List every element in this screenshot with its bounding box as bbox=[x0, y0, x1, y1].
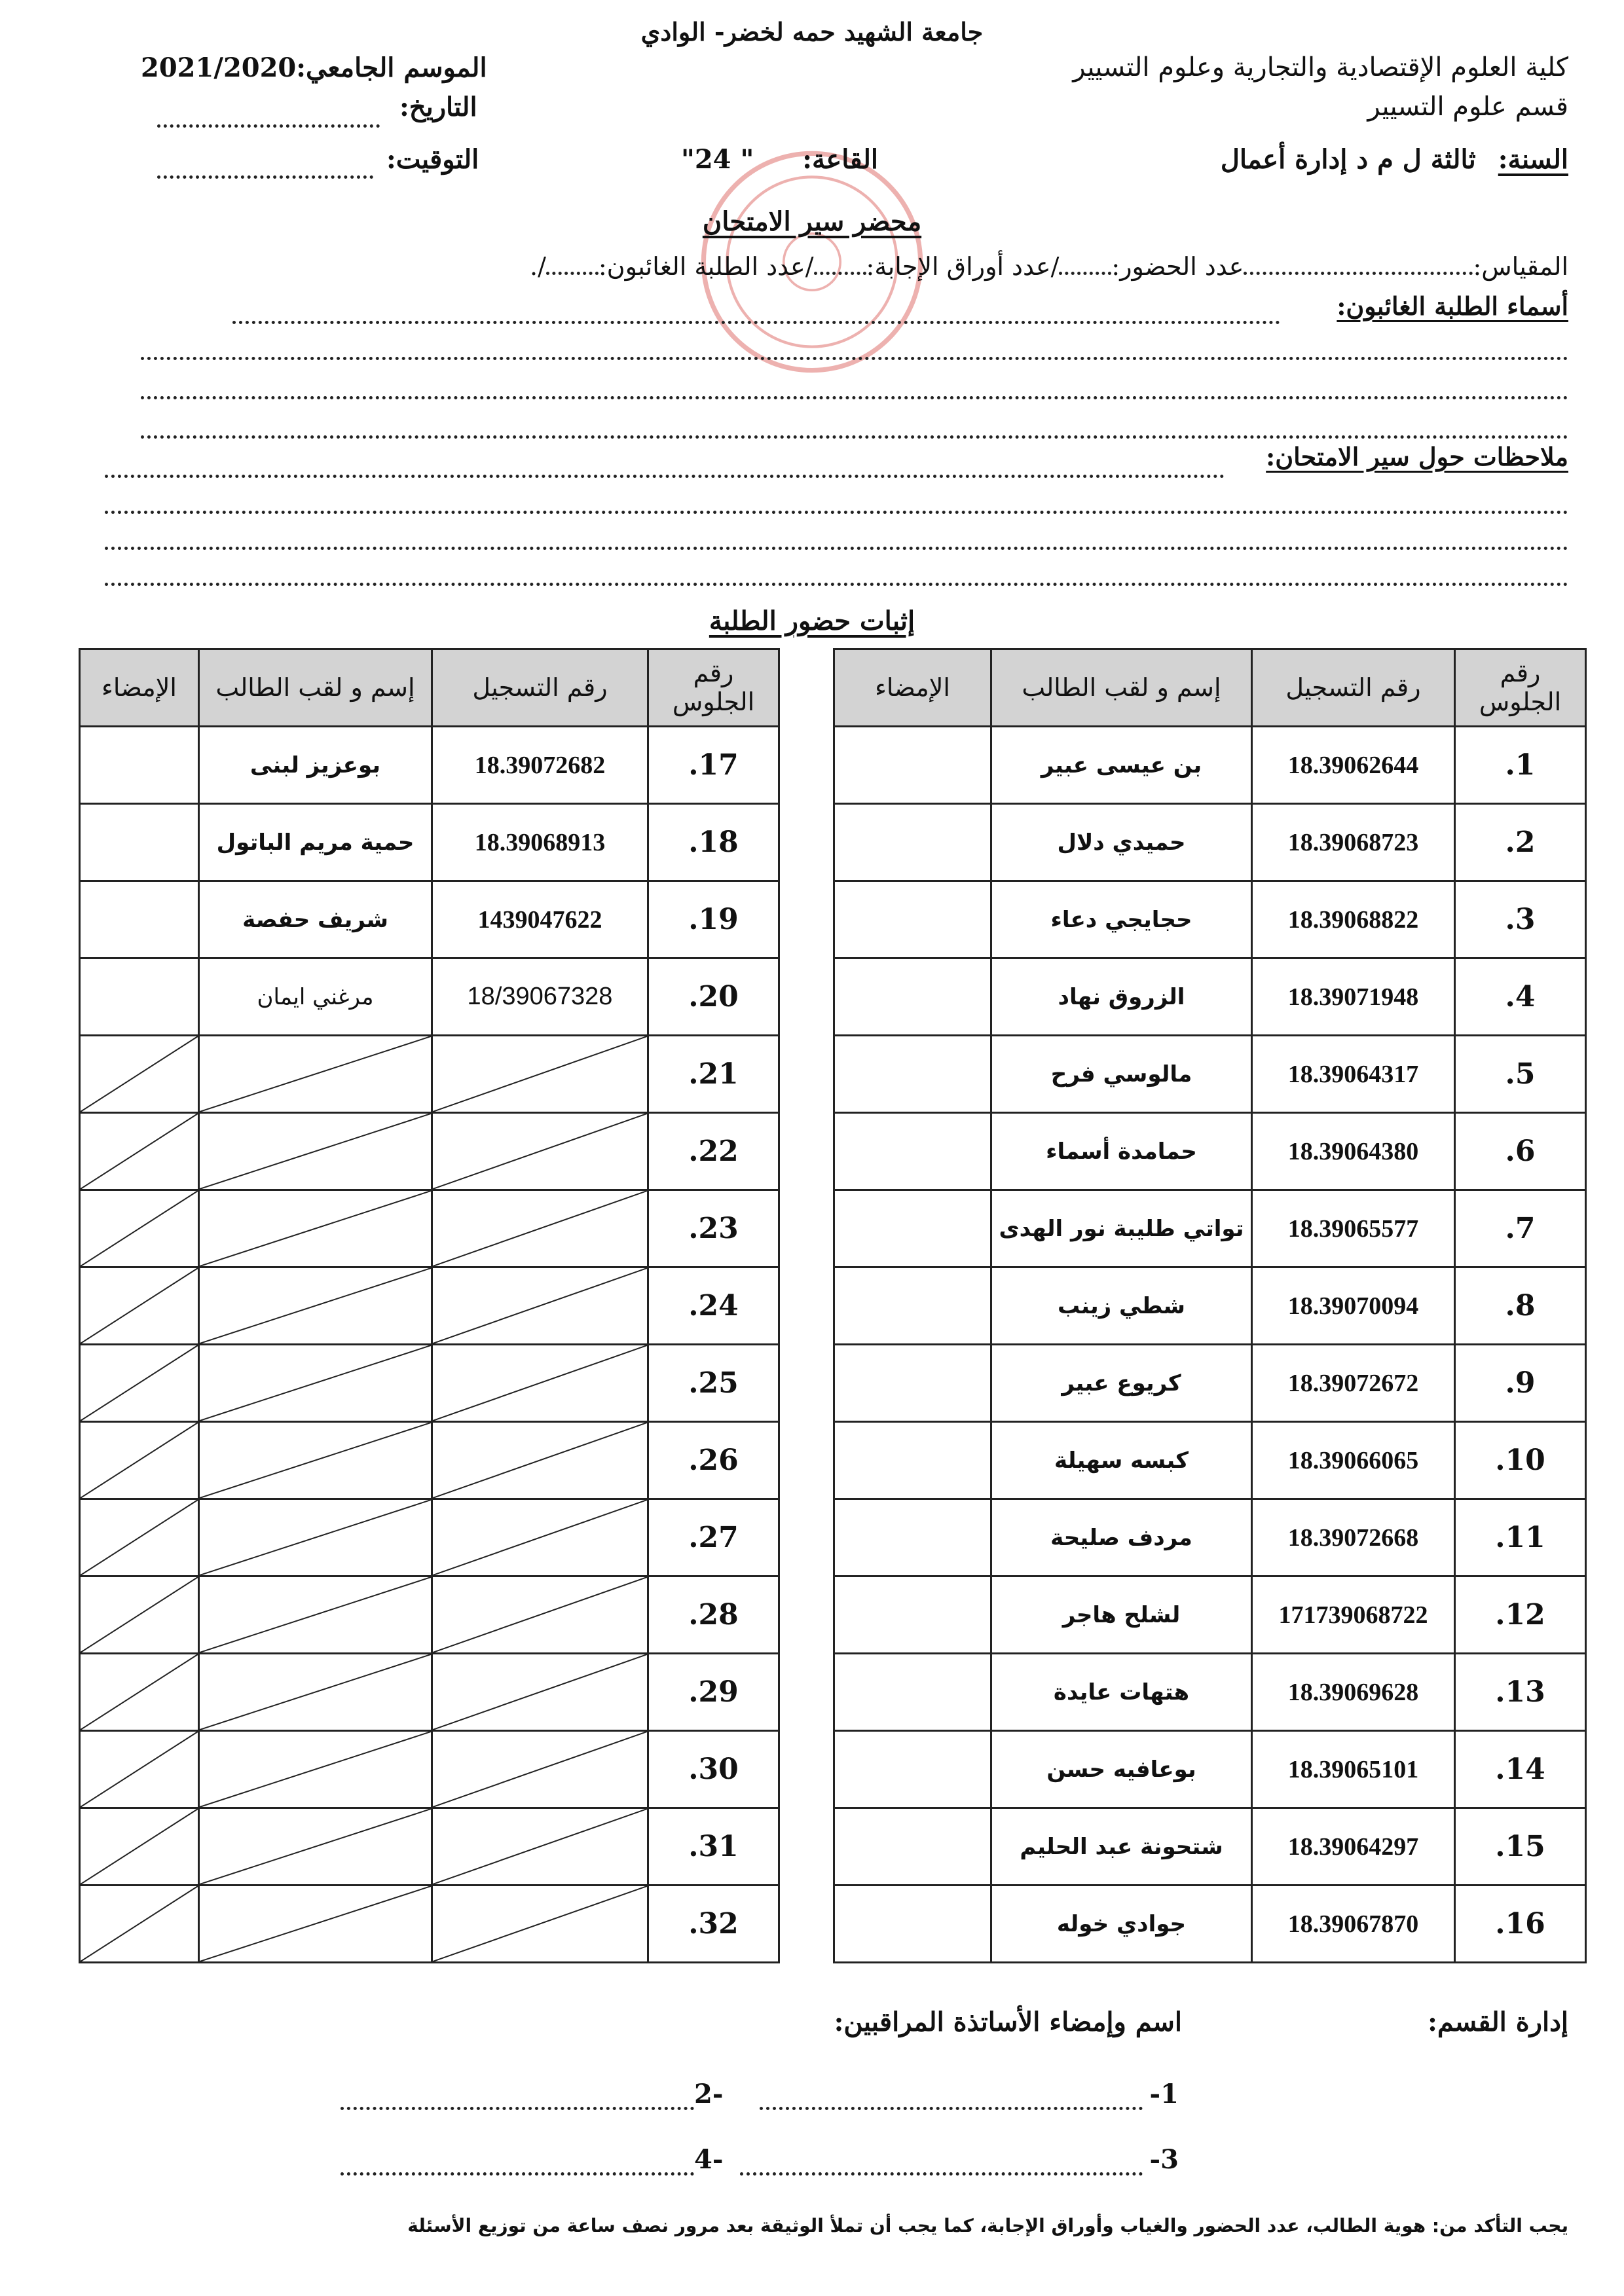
signature-cell[interactable] bbox=[80, 1654, 199, 1731]
strike-through-line bbox=[200, 1809, 431, 1884]
registration-cell: 18.39072668 bbox=[1252, 1499, 1455, 1576]
counts-line bbox=[530, 252, 1568, 281]
student-name-cell bbox=[199, 1731, 432, 1808]
strike-through-line bbox=[433, 1809, 647, 1884]
time-label: التوقيت: bbox=[386, 144, 479, 175]
supervisor-1-label: 1- bbox=[1149, 2079, 1179, 2109]
strike-through-line bbox=[433, 1886, 647, 1961]
supervisor-1-field[interactable] bbox=[760, 2107, 1143, 2110]
seat-number-cell: 31. bbox=[648, 1808, 779, 1886]
student-name-cell bbox=[199, 1576, 432, 1654]
strike-through-line bbox=[81, 1732, 198, 1807]
student-name-cell: حمية مريم الباتول bbox=[199, 804, 432, 881]
student-name-cell: شطي زينب bbox=[991, 1267, 1252, 1345]
attendance-count-field[interactable] bbox=[1059, 272, 1111, 275]
strike-through-line bbox=[433, 1345, 647, 1421]
signature-cell[interactable] bbox=[834, 727, 991, 804]
seat-number-cell: 3. bbox=[1455, 881, 1586, 958]
seat-number-cell: 28. bbox=[648, 1576, 779, 1654]
absent-names-line-1[interactable] bbox=[232, 321, 1280, 324]
year-line bbox=[1221, 144, 1568, 175]
table-row bbox=[834, 1036, 1586, 1113]
signature-cell[interactable] bbox=[80, 1886, 199, 1963]
signature-cell[interactable] bbox=[834, 1267, 991, 1345]
signature-cell[interactable] bbox=[80, 1499, 199, 1576]
signature-cell[interactable] bbox=[834, 881, 991, 958]
supervisors-label: اسم وإمضاء الأساتذة المراقبين: bbox=[834, 2007, 1182, 2037]
registration-cell: 18/39067328 bbox=[432, 958, 648, 1036]
strike-through-line bbox=[433, 1423, 647, 1498]
table-row bbox=[834, 1422, 1586, 1499]
supervisor-2-label: -2 bbox=[694, 2079, 724, 2109]
student-name-cell bbox=[199, 1036, 432, 1113]
seat-number-cell: 14. bbox=[1455, 1731, 1586, 1808]
signature-cell[interactable] bbox=[834, 1576, 991, 1654]
supervisor-4-field[interactable] bbox=[341, 2172, 694, 2176]
strike-through-line bbox=[81, 1114, 198, 1189]
registration-cell: 18.39070094 bbox=[1252, 1267, 1455, 1345]
student-name-cell bbox=[199, 1499, 432, 1576]
student-name-cell: لشلح هاجر bbox=[991, 1576, 1252, 1654]
strike-through-line bbox=[433, 1500, 647, 1575]
seat-number-cell: 23. bbox=[648, 1190, 779, 1267]
supervisor-3-label: 3- bbox=[1149, 2144, 1179, 2175]
date-field[interactable] bbox=[157, 124, 380, 128]
col-header-seat: رقم الجلوس bbox=[648, 649, 779, 727]
strike-through-line bbox=[81, 1345, 198, 1421]
attendance-count-label: عدد الحضور: bbox=[1111, 252, 1244, 281]
strike-through-line bbox=[433, 1191, 647, 1266]
strike-through-line bbox=[81, 1809, 198, 1884]
table-header-row bbox=[834, 649, 1586, 727]
strike-through-line bbox=[200, 1423, 431, 1498]
attendance-title: إثبات حضور الطلبة bbox=[709, 606, 915, 636]
table-row bbox=[834, 1113, 1586, 1190]
registration-cell bbox=[432, 1731, 648, 1808]
signature-cell[interactable] bbox=[834, 958, 991, 1036]
registration-cell: 18.39064297 bbox=[1252, 1808, 1455, 1886]
absent-names-line-3[interactable] bbox=[141, 396, 1568, 399]
registration-cell: 18.39066065 bbox=[1252, 1422, 1455, 1499]
registration-cell: 18.39071948 bbox=[1252, 958, 1455, 1036]
table-row bbox=[834, 1886, 1586, 1963]
seat-number-cell: 12. bbox=[1455, 1576, 1586, 1654]
year-label: السنة: bbox=[1498, 144, 1568, 175]
seat-number-cell: 26. bbox=[648, 1422, 779, 1499]
seat-number-cell: 9. bbox=[1455, 1345, 1586, 1422]
registration-cell bbox=[432, 1499, 648, 1576]
seat-number-cell: 27. bbox=[648, 1499, 779, 1576]
col-header-registration: رقم التسجيل bbox=[1252, 649, 1455, 727]
table-row bbox=[80, 1499, 779, 1576]
student-name-cell bbox=[199, 1190, 432, 1267]
strike-through-line bbox=[200, 1268, 431, 1343]
student-name-cell: بوعزيز لبنى bbox=[199, 727, 432, 804]
table-row bbox=[80, 958, 779, 1036]
module-field[interactable] bbox=[1244, 272, 1473, 275]
student-name-cell: كبسه سهيلة bbox=[991, 1422, 1252, 1499]
signature-cell[interactable] bbox=[80, 1576, 199, 1654]
report-title: محضر سير الامتحان bbox=[702, 206, 922, 237]
registration-cell: 1439047622 bbox=[432, 881, 648, 958]
absent-names-line-2[interactable] bbox=[141, 357, 1568, 360]
signature-cell[interactable] bbox=[834, 1345, 991, 1422]
signature-cell[interactable] bbox=[80, 804, 199, 881]
student-name-cell bbox=[199, 1886, 432, 1963]
strike-through-line bbox=[433, 1577, 647, 1652]
strike-through-line bbox=[433, 1114, 647, 1189]
seat-number-cell: 29. bbox=[648, 1654, 779, 1731]
signature-cell[interactable] bbox=[80, 1422, 199, 1499]
student-name-cell bbox=[199, 1422, 432, 1499]
registration-cell bbox=[432, 1036, 648, 1113]
table-row bbox=[834, 1190, 1586, 1267]
student-name-cell: مردف صليحة bbox=[991, 1499, 1252, 1576]
season-value: 2021/2020 bbox=[141, 52, 297, 83]
registration-cell bbox=[432, 1886, 648, 1963]
supervisor-2-field[interactable] bbox=[341, 2107, 694, 2110]
registration-cell bbox=[432, 1267, 648, 1345]
absent-names-line-4[interactable] bbox=[141, 435, 1568, 439]
student-name-cell bbox=[199, 1808, 432, 1886]
signature-cell[interactable] bbox=[80, 727, 199, 804]
seat-number-cell: 16. bbox=[1455, 1886, 1586, 1963]
answer-sheets-label: /عدد أوراق الإجابة: bbox=[866, 252, 1060, 281]
answer-sheets-field[interactable] bbox=[814, 272, 866, 275]
absent-names-label: أسماء الطلبة الغائبون: bbox=[1337, 291, 1568, 321]
strike-through-line bbox=[433, 1268, 647, 1343]
registration-cell bbox=[432, 1808, 648, 1886]
student-name-cell: بوعافيه حسن bbox=[991, 1731, 1252, 1808]
registration-cell bbox=[432, 1654, 648, 1731]
seat-number-cell: 15. bbox=[1455, 1808, 1586, 1886]
table-row bbox=[80, 1808, 779, 1886]
signature-cell[interactable] bbox=[834, 1113, 991, 1190]
student-name-cell bbox=[199, 1267, 432, 1345]
student-name-cell bbox=[199, 1113, 432, 1190]
absent-count-label: /عدد الطلبة الغائبون: bbox=[598, 252, 814, 281]
col-header-student-name: إسم و لقب الطالب bbox=[991, 649, 1252, 727]
strike-through-line bbox=[200, 1036, 431, 1112]
table-row bbox=[80, 1886, 779, 1963]
signature-cell[interactable] bbox=[80, 1731, 199, 1808]
table-row bbox=[80, 1654, 779, 1731]
signature-cell[interactable] bbox=[834, 1499, 991, 1576]
table-row bbox=[80, 727, 779, 804]
department-name: قسم علوم التسيير bbox=[1367, 92, 1568, 122]
signature-cell[interactable] bbox=[80, 1036, 199, 1113]
student-name-cell: جوادي خوله bbox=[991, 1886, 1252, 1963]
registration-cell: 18.39065577 bbox=[1252, 1190, 1455, 1267]
signature-cell[interactable] bbox=[834, 1886, 991, 1963]
registration-cell: 18.39069628 bbox=[1252, 1654, 1455, 1731]
registration-cell bbox=[432, 1113, 648, 1190]
student-name-cell: مرغني ايمان bbox=[199, 958, 432, 1036]
signature-cell[interactable] bbox=[834, 1036, 991, 1113]
seat-number-cell: 11. bbox=[1455, 1499, 1586, 1576]
strike-through-line bbox=[81, 1191, 198, 1266]
module-label: المقياس: bbox=[1473, 252, 1568, 281]
absent-count-field[interactable] bbox=[546, 272, 599, 275]
strike-through-line bbox=[200, 1886, 431, 1961]
strike-through-line bbox=[200, 1732, 431, 1807]
season-label: الموسم الجامعي: bbox=[296, 52, 487, 83]
signature-cell[interactable] bbox=[80, 881, 199, 958]
registration-cell: 18.39064317 bbox=[1252, 1036, 1455, 1113]
table-row bbox=[834, 881, 1586, 958]
table-row bbox=[80, 1345, 779, 1422]
table-row bbox=[834, 1267, 1586, 1345]
strike-through-line bbox=[433, 1654, 647, 1730]
student-name-cell: مالوسي فرح bbox=[991, 1036, 1252, 1113]
registration-cell: 18.39064380 bbox=[1252, 1113, 1455, 1190]
signature-cell[interactable] bbox=[80, 1808, 199, 1886]
student-name-cell: حجايجي دعاء bbox=[991, 881, 1252, 958]
student-name-cell: شتحونة عبد الحليم bbox=[991, 1808, 1252, 1886]
strike-through-line bbox=[200, 1577, 431, 1652]
notes-line-1[interactable] bbox=[105, 475, 1225, 478]
table-row bbox=[834, 1808, 1586, 1886]
strike-through-line bbox=[81, 1268, 198, 1343]
registration-cell: 18.39068822 bbox=[1252, 881, 1455, 958]
table-row bbox=[834, 804, 1586, 881]
notes-line-2[interactable] bbox=[105, 511, 1568, 514]
date-label: التاريخ: bbox=[399, 92, 477, 122]
seat-number-cell: 10. bbox=[1455, 1422, 1586, 1499]
strike-through-line bbox=[200, 1654, 431, 1730]
strike-through-line bbox=[200, 1114, 431, 1189]
seat-number-cell: 21. bbox=[648, 1036, 779, 1113]
registration-cell: 18.39072672 bbox=[1252, 1345, 1455, 1422]
notes-label: ملاحظات حول سير الامتحان: bbox=[1266, 442, 1568, 471]
student-name-cell bbox=[199, 1654, 432, 1731]
seat-number-cell: 30. bbox=[648, 1731, 779, 1808]
signature-cell[interactable] bbox=[80, 1190, 199, 1267]
registration-cell: 18.39062644 bbox=[1252, 727, 1455, 804]
signature-cell[interactable] bbox=[834, 804, 991, 881]
strike-through-line bbox=[433, 1732, 647, 1807]
signature-cell[interactable] bbox=[80, 1267, 199, 1345]
registration-cell: 18.39072682 bbox=[432, 727, 648, 804]
student-name-cell: الزروق نهاد bbox=[991, 958, 1252, 1036]
registration-cell bbox=[432, 1190, 648, 1267]
seat-number-cell: 6. bbox=[1455, 1113, 1586, 1190]
signature-cell[interactable] bbox=[834, 1422, 991, 1499]
seat-number-cell: 13. bbox=[1455, 1654, 1586, 1731]
seat-number-cell: 17. bbox=[648, 727, 779, 804]
strike-through-line bbox=[200, 1500, 431, 1575]
student-name-cell bbox=[199, 1345, 432, 1422]
col-header-student-name: إسم و لقب الطالب bbox=[199, 649, 432, 727]
seat-number-cell: 25. bbox=[648, 1345, 779, 1422]
seat-number-cell: 1. bbox=[1455, 727, 1586, 804]
notes-line-3[interactable] bbox=[105, 547, 1568, 550]
student-name-cell: تواتي طليبة نور الهدى bbox=[991, 1190, 1252, 1267]
strike-through-line bbox=[81, 1500, 198, 1575]
table-row bbox=[834, 1499, 1586, 1576]
col-header-registration: رقم التسجيل bbox=[432, 649, 648, 727]
registration-cell: 171739068722 bbox=[1252, 1576, 1455, 1654]
table-header-row bbox=[80, 649, 779, 727]
signature-cell[interactable] bbox=[834, 1808, 991, 1886]
registration-cell: 18.39067870 bbox=[1252, 1886, 1455, 1963]
strike-through-line bbox=[433, 1036, 647, 1112]
student-name-cell: بن عيسى عبير bbox=[991, 727, 1252, 804]
hall-line bbox=[681, 144, 878, 175]
student-name-cell: هتهات عايدة bbox=[991, 1654, 1252, 1731]
absent-end: /. bbox=[529, 252, 546, 281]
attendance-table-left bbox=[79, 648, 780, 1963]
seat-number-cell: 18. bbox=[648, 804, 779, 881]
supervisor-3-field[interactable] bbox=[740, 2172, 1143, 2176]
notes-line-4[interactable] bbox=[105, 583, 1568, 586]
seat-number-cell: 5. bbox=[1455, 1036, 1586, 1113]
strike-through-line bbox=[81, 1423, 198, 1498]
strike-through-line bbox=[200, 1345, 431, 1421]
seat-number-cell: 7. bbox=[1455, 1190, 1586, 1267]
col-header-signature: الإمضاء bbox=[834, 649, 991, 727]
registration-cell bbox=[432, 1422, 648, 1499]
table-row bbox=[80, 1422, 779, 1499]
faculty-name: كلية العلوم الإقتصادية والتجارية وعلوم التسيير bbox=[1073, 52, 1568, 82]
seat-number-cell: 32. bbox=[648, 1886, 779, 1963]
signature-cell[interactable] bbox=[80, 958, 199, 1036]
seat-number-cell: 22. bbox=[648, 1113, 779, 1190]
registration-cell: 18.39065101 bbox=[1252, 1731, 1455, 1808]
seat-number-cell: 2. bbox=[1455, 804, 1586, 881]
table-row bbox=[80, 1731, 779, 1808]
student-name-cell: شريف حفصة bbox=[199, 881, 432, 958]
student-name-cell: كريوع عبير bbox=[991, 1345, 1252, 1422]
table-row bbox=[80, 1576, 779, 1654]
signature-cell[interactable] bbox=[834, 1190, 991, 1267]
supervisor-4-label: -4 bbox=[694, 2144, 724, 2175]
strike-through-line bbox=[81, 1886, 198, 1961]
hall-label: القاعة: bbox=[802, 144, 879, 175]
seat-number-cell: 8. bbox=[1455, 1267, 1586, 1345]
strike-through-line bbox=[200, 1191, 431, 1266]
registration-cell: 18.39068723 bbox=[1252, 804, 1455, 881]
table-row bbox=[834, 1345, 1586, 1422]
hall-value: " 24" bbox=[681, 144, 754, 175]
table-row bbox=[80, 1190, 779, 1267]
table-row bbox=[80, 881, 779, 958]
signature-cell[interactable] bbox=[80, 1113, 199, 1190]
seat-number-cell: 24. bbox=[648, 1267, 779, 1345]
signature-cell[interactable] bbox=[834, 1654, 991, 1731]
student-name-cell: حمامدة أسماء bbox=[991, 1113, 1252, 1190]
table-row bbox=[80, 1267, 779, 1345]
seat-number-cell: 4. bbox=[1455, 958, 1586, 1036]
table-row bbox=[80, 1113, 779, 1190]
col-header-seat: رقم الجلوس bbox=[1455, 649, 1586, 727]
dept-admin-label: إدارة القسم: bbox=[1428, 2007, 1568, 2037]
table-row bbox=[834, 1731, 1586, 1808]
strike-through-line bbox=[81, 1577, 198, 1652]
table-row bbox=[834, 1654, 1586, 1731]
table-row bbox=[80, 1036, 779, 1113]
seat-number-cell: 19. bbox=[648, 881, 779, 958]
table-row bbox=[834, 958, 1586, 1036]
strike-through-line bbox=[81, 1036, 198, 1112]
registration-cell bbox=[432, 1576, 648, 1654]
student-name-cell: حميدي دلال bbox=[991, 804, 1252, 881]
signature-cell[interactable] bbox=[80, 1345, 199, 1422]
attendance-table-right bbox=[833, 648, 1587, 1963]
table-row bbox=[834, 727, 1586, 804]
registration-cell: 18.39068913 bbox=[432, 804, 648, 881]
table-row bbox=[834, 1576, 1586, 1654]
year-value: ثالثة ل م د إدارة أعمال bbox=[1220, 144, 1476, 175]
strike-through-line bbox=[81, 1654, 198, 1730]
seat-number-cell: 20. bbox=[648, 958, 779, 1036]
season-line bbox=[141, 52, 487, 83]
table-row bbox=[80, 804, 779, 881]
signature-cell[interactable] bbox=[834, 1731, 991, 1808]
time-field[interactable] bbox=[157, 175, 373, 179]
registration-cell bbox=[432, 1345, 648, 1422]
col-header-signature: الإمضاء bbox=[80, 649, 199, 727]
university-name: جامعة الشهيد حمه لخضر- الوادي bbox=[640, 17, 984, 46]
footer-note: يجب التأكد من: هوية الطالب، عدد الحضور والغياب وأوراق الإجابة، كما يجب أن تملأ الوثيقة بعد مرور نصف ساعة من توزيع الأسئلة bbox=[407, 2215, 1568, 2236]
